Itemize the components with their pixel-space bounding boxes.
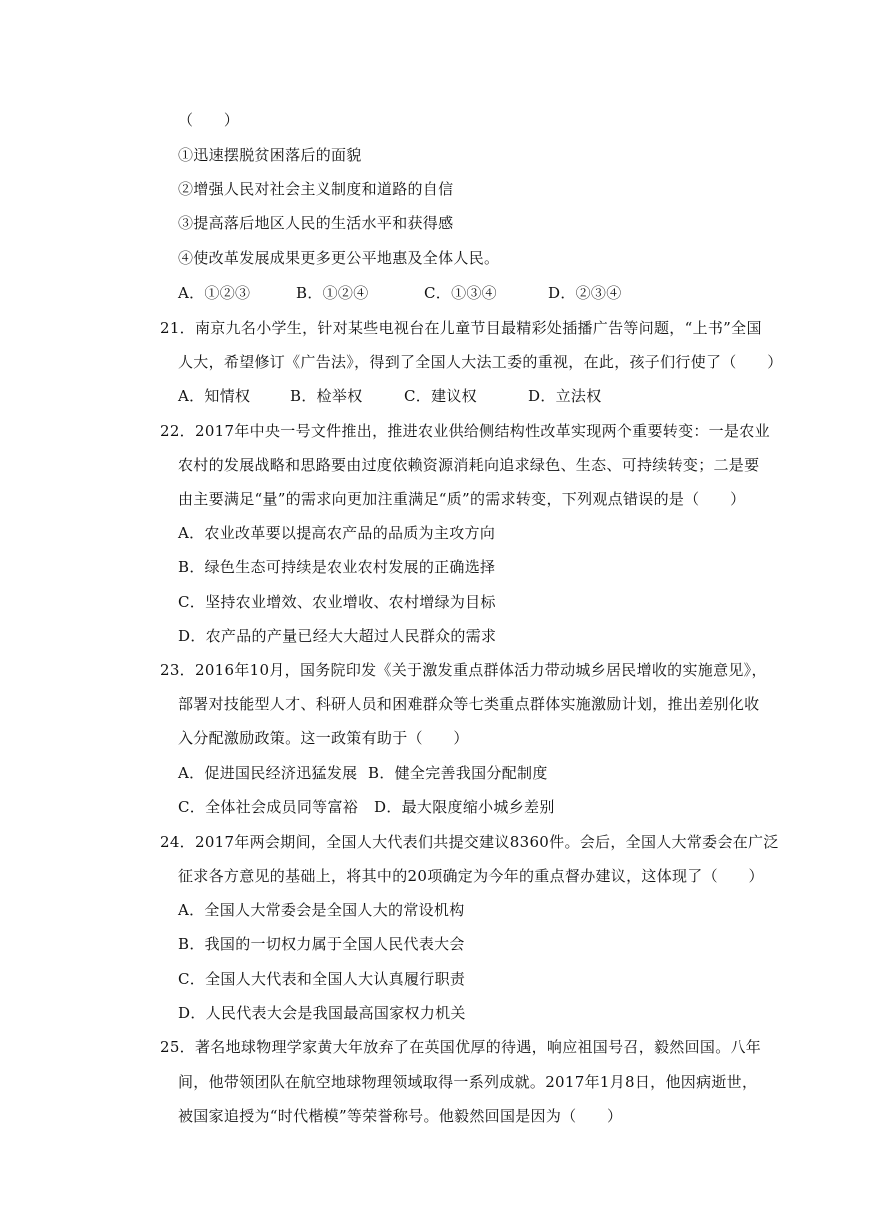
q21-line-2: 人大，希望修订《广告法》，得到了全国人大法工委的重视，在此，孩子们行使了（ ） xyxy=(178,353,783,371)
q24-number: 24． xyxy=(160,833,195,851)
q24-line-2: 征求各方意见的基础上，将其中的20项确定为今年的重点督办建议，这体现了（ ） xyxy=(178,867,764,885)
q21-number: 21． xyxy=(160,319,195,337)
q23-stem: 2016年10月，国务院印发《关于激发重点群体活力带动城乡居民增收的实施意见》， xyxy=(195,661,767,679)
q22-line-3: 由主要满足“量”的需求向更加注重满足“质”的需求转变，下列观点错误的是（ ） xyxy=(178,490,746,508)
q21-option-a: A．知情权 xyxy=(178,387,251,405)
q20-item-4: ④使改革发展成果更多更公平地惠及全体人民。 xyxy=(178,249,500,267)
q23-number: 23． xyxy=(160,661,195,679)
q22-option-c: C．坚持农业增效、农业增收、农村增绿为目标 xyxy=(178,593,496,611)
q23-option-d: D．最大限度缩小城乡差别 xyxy=(374,798,555,816)
q22-line-2: 农村的发展战略和思路要由过度依赖资源消耗向追求绿色、生态、可持续转变；二是要 xyxy=(178,456,760,474)
q23-line-3: 入分配激励政策。这一政策有助于（ ） xyxy=(178,729,469,747)
q25-number: 25． xyxy=(160,1038,195,1056)
q20-option-b: B．①②④ xyxy=(296,284,369,302)
q23-option-a: A．促进国民经济迅猛发展 xyxy=(178,764,358,782)
q22-option-a: A．农业改革要以提高农产品的品质为主攻方向 xyxy=(178,524,496,542)
q25-line-1 xyxy=(160,1037,761,1057)
q24-option-a: A．全国人大常委会是全国人大的常设机构 xyxy=(178,901,465,919)
q24-option-c: C．全国人大代表和全国人大认真履行职责 xyxy=(178,970,466,988)
q20-paren: （ ） xyxy=(178,111,240,129)
q23-options-row-1 xyxy=(178,763,548,783)
q24-option-b: B．我国的一切权力属于全国人民代表大会 xyxy=(178,935,465,953)
q24-stem: 2017年两会期间，全国人大代表们共提交建议8360件。会后，全国人大常委会在广泛 xyxy=(195,833,779,851)
q22-option-d: D．农产品的产量已经大大超过人民群众的需求 xyxy=(178,627,497,645)
q21-option-c: C．建议权 xyxy=(404,387,477,405)
q20-item-3: ③提高落后地区人民的生活水平和获得感 xyxy=(178,214,454,232)
q23-line-2: 部署对技能型人才、科研人员和困难群众等七类重点群体实施激励计划，推出差别化收 xyxy=(178,695,760,713)
q25-stem: 著名地球物理学家黄大年放弃了在英国优厚的待遇，响应祖国号召，毅然回国。八年 xyxy=(195,1038,762,1056)
q22-option-b: B．绿色生态可持续是农业农村发展的正确选择 xyxy=(178,558,496,576)
q21-line-1 xyxy=(160,318,762,338)
q23-line-1 xyxy=(160,660,767,680)
q23-options-row-2 xyxy=(178,797,555,817)
q21-options xyxy=(178,386,602,406)
q21-stem: 南京九名小学生，针对某些电视台在儿童节目最精彩处插播广告等问题，“上书”全国 xyxy=(195,319,762,337)
q23-option-b: B．健全完善我国分配制度 xyxy=(368,764,548,782)
q22-stem: 2017年中央一号文件推出，推进农业供给侧结构性改革实现两个重要转变：一是农业 xyxy=(195,422,770,440)
q22-line-1 xyxy=(160,421,770,441)
q20-option-d: D．②③④ xyxy=(548,284,622,302)
q24-line-1 xyxy=(160,832,779,852)
q22-number: 22． xyxy=(160,422,195,440)
q20-option-c: C．①③④ xyxy=(424,284,497,302)
q24-option-d: D．人民代表大会是我国最高国家权力机关 xyxy=(178,1004,466,1022)
q21-option-b: B．检举权 xyxy=(290,387,363,405)
q21-option-d: D．立法权 xyxy=(528,387,602,405)
q20-item-1: ①迅速摆脱贫困落后的面貌 xyxy=(178,146,362,164)
q20-item-2: ②增强人民对社会主义制度和道路的自信 xyxy=(178,180,454,198)
q25-line-2: 间，他带领团队在航空地球物理领域取得一系列成就。2017年1月8日，他因病逝世， xyxy=(178,1073,758,1091)
q20-options xyxy=(178,283,622,303)
q23-option-c: C．全体社会成员同等富裕 xyxy=(178,798,359,816)
q25-line-3: 被国家追授为“时代楷模”等荣誉称号。他毅然回国是因为（ ） xyxy=(178,1107,623,1125)
q20-option-a: A．①②③ xyxy=(178,284,251,302)
